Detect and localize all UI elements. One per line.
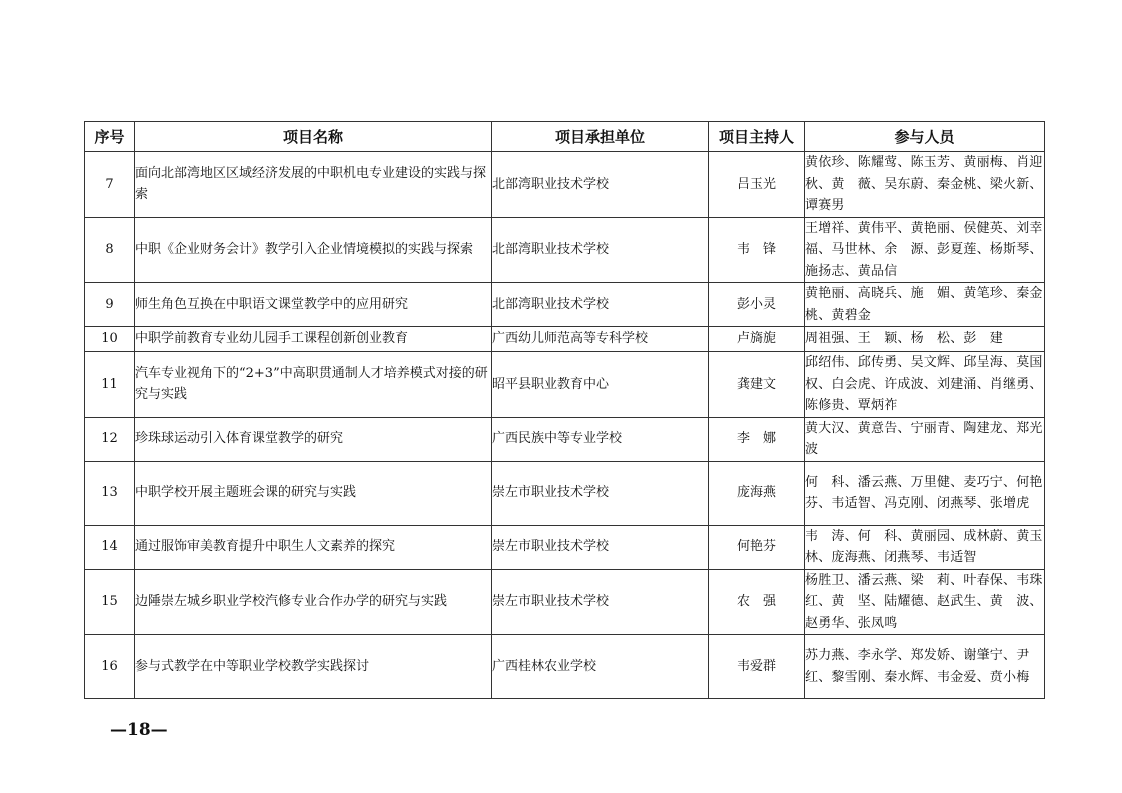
undertaking-unit: 广西民族中等专业学校 (492, 417, 709, 461)
participants: 杨胜卫、潘云燕、梁 莉、叶春保、韦珠红、黄 坚、陆耀德、赵武生、黄 波、赵勇华、张凤鸣 (805, 569, 1045, 635)
table-row (85, 152, 1045, 218)
project-host: 庞海燕 (709, 461, 805, 525)
participants: 黄大汉、黄意告、宁丽青、陶建龙、郑光波 (805, 417, 1045, 461)
project-host: 韦爱群 (709, 635, 805, 699)
row-number: 15 (85, 569, 135, 635)
table-row (85, 283, 1045, 327)
project-table (84, 121, 1045, 699)
project-host: 彭小灵 (709, 283, 805, 327)
undertaking-unit: 广西幼儿师范高等专科学校 (492, 327, 709, 352)
participants: 黄艳丽、高晓兵、施 媚、黄笔珍、秦金桃、黄碧金 (805, 283, 1045, 327)
table-row (85, 635, 1045, 699)
table-row (85, 327, 1045, 352)
project-name: 中职学校开展主题班会课的研究与实践 (135, 461, 492, 525)
row-number: 14 (85, 525, 135, 569)
project-host: 卢旖旎 (709, 327, 805, 352)
participants: 周祖强、王 颖、杨 松、彭 建 (805, 327, 1045, 352)
row-number: 13 (85, 461, 135, 525)
table-row (85, 461, 1045, 525)
header-project-name: 项目名称 (135, 122, 492, 152)
project-name: 面向北部湾地区区域经济发展的中职机电专业建设的实践与探索 (135, 152, 492, 218)
project-host: 龚建文 (709, 352, 805, 418)
project-name: 边陲崇左城乡职业学校汽修专业合作办学的研究与实践 (135, 569, 492, 635)
participants: 邱绍伟、邱传勇、吴文辉、邱呈海、莫国权、白会虎、许成波、刘建涌、肖继勇、陈修贵、覃炳祚 (805, 352, 1045, 418)
undertaking-unit: 北部湾职业技术学校 (492, 152, 709, 218)
undertaking-unit: 崇左市职业技术学校 (492, 569, 709, 635)
table-row (85, 352, 1045, 418)
project-name: 参与式教学在中等职业学校教学实践探讨 (135, 635, 492, 699)
undertaking-unit: 崇左市职业技术学校 (492, 525, 709, 569)
undertaking-unit: 广西桂林农业学校 (492, 635, 709, 699)
participants: 何 科、潘云燕、万里健、麦巧宁、何艳芬、韦适智、冯克刚、闭燕琴、张增虎 (805, 461, 1045, 525)
project-host: 农 强 (709, 569, 805, 635)
header-serial-number: 序号 (85, 122, 135, 152)
participants: 苏力燕、李永学、郑发娇、谢肇宁、尹 红、黎雪刚、秦水辉、韦金爱、贲小梅 (805, 635, 1045, 699)
row-number: 12 (85, 417, 135, 461)
header-project-host: 项目主持人 (709, 122, 805, 152)
row-number: 11 (85, 352, 135, 418)
table-row (85, 417, 1045, 461)
project-name: 通过服饰审美教育提升中职生人文素养的探究 (135, 525, 492, 569)
participants: 黄依珍、陈耀莺、陈玉芳、黄丽梅、肖迎秋、黄 薇、吴东蔚、秦金桃、梁火新、谭赛男 (805, 152, 1045, 218)
participants: 王增祥、黄伟平、黄艳丽、侯健英、刘幸福、马世林、余 源、彭夏莲、杨斯琴、施扬志、黄品信 (805, 217, 1045, 283)
table-row (85, 569, 1045, 635)
project-host: 李 娜 (709, 417, 805, 461)
project-host: 韦 锋 (709, 217, 805, 283)
row-number: 9 (85, 283, 135, 327)
project-name: 珍珠球运动引入体育课堂教学的研究 (135, 417, 492, 461)
undertaking-unit: 北部湾职业技术学校 (492, 217, 709, 283)
table-row (85, 525, 1045, 569)
project-host: 何艳芬 (709, 525, 805, 569)
row-number: 16 (85, 635, 135, 699)
row-number: 8 (85, 217, 135, 283)
row-number: 10 (85, 327, 135, 352)
header-participants: 参与人员 (805, 122, 1045, 152)
row-number: 7 (85, 152, 135, 218)
table-header-row (85, 122, 1045, 152)
project-name: 汽车专业视角下的“2+3”中高职贯通制人才培养模式对接的研究与实践 (135, 352, 492, 418)
participants: 韦 涛、何 科、黄丽园、成林蔚、黄玉林、庞海燕、闭燕琴、韦适智 (805, 525, 1045, 569)
page-number: —18— (110, 720, 168, 740)
project-name: 中职学前教育专业幼儿园手工课程创新创业教育 (135, 327, 492, 352)
project-name: 中职《企业财务会计》教学引入企业情境模拟的实践与探索 (135, 217, 492, 283)
project-host: 吕玉光 (709, 152, 805, 218)
header-undertaking-unit: 项目承担单位 (492, 122, 709, 152)
table-row (85, 217, 1045, 283)
undertaking-unit: 崇左市职业技术学校 (492, 461, 709, 525)
undertaking-unit: 昭平县职业教育中心 (492, 352, 709, 418)
project-name: 师生角色互换在中职语文课堂教学中的应用研究 (135, 283, 492, 327)
undertaking-unit: 北部湾职业技术学校 (492, 283, 709, 327)
